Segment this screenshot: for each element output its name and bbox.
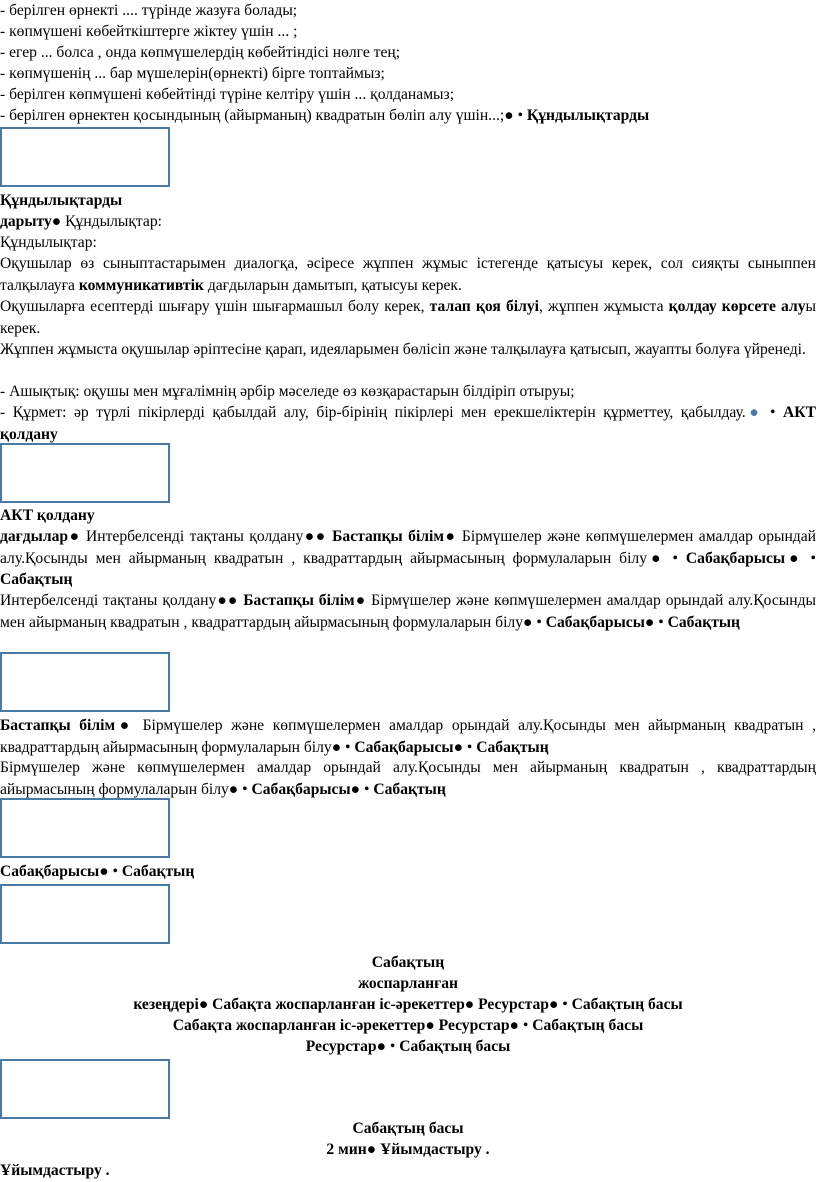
keyword: талап қоя білуі xyxy=(429,298,539,315)
keyword: коммуникативтік xyxy=(78,276,204,294)
bullet-icon: ● xyxy=(198,996,209,1013)
bullet-icon: ● • xyxy=(509,1017,529,1034)
bullet-icon: ● xyxy=(354,592,367,609)
values-paragraph: Жұппен жұмыста оқушылар әріптесіне қарап, идеяларымен бөлісіп және талқылауға қатысып, жауапты болуға үйренеді. xyxy=(0,341,806,358)
bullet-icon: ●● xyxy=(216,592,239,609)
akt-heading: АКТ қолдану xyxy=(0,404,816,443)
values-label: Құндылықтар: xyxy=(0,234,97,251)
list-item: - көпмүшені көбейткіштерге жіктеу үшін ... ; xyxy=(0,23,298,40)
bullet-icon: • xyxy=(770,404,776,421)
image-placeholder xyxy=(0,127,170,187)
bullet-icon: ●● xyxy=(303,528,327,545)
organization-heading: Ұйымдастыру . xyxy=(0,1162,110,1179)
image-placeholder xyxy=(0,884,170,944)
bullet-icon: ● • xyxy=(785,549,816,567)
knowledge-paragraph: Бастапқы білім● Бірмүшелер және көпмүшелермен амалдар орындай алу.Қосынды мен айырманың квадратын , квадраттардың айырмасының формулаларын білу● • Сабақбарысы● • Сабақтың xyxy=(0,717,816,756)
values-paragraph: Оқушыларға есептерді шығару үшін шығармашыл болу керек, талап қоя білуі, жұппен жұмыста қолдау көрсете алуы керек. xyxy=(0,298,816,337)
bullet-icon: ● • xyxy=(376,1038,396,1055)
akt-paragraph: Интербелсенді тақтаны қолдану●● Бастапқы білім● Бірмүшелер және көпмүшелермен амалдар орындай алу.Қосынды мен айырманың квадратын , квадраттардың айырмасының формулаларын білу● • Сабақбарысы● • Сабақтың xyxy=(0,592,816,631)
bullet-icon: ● • xyxy=(504,107,523,124)
bullet-icon: ● xyxy=(115,717,134,734)
list-item-text: - берілген өрнектен қосындының (айырманың) квадратын бөліп алу үшін...; xyxy=(0,107,505,124)
image-placeholder xyxy=(0,652,170,712)
values-develop: дарыту xyxy=(0,213,52,230)
image-placeholder xyxy=(0,798,170,858)
bullet-icon: ● • xyxy=(644,613,664,631)
list-item: - берілген өрнекті .... түрінде жазуға болады; xyxy=(0,2,298,19)
bullet-icon: ● • xyxy=(228,780,248,798)
values-paragraph: - Ашықтық: оқушы мен мұғалімнің әрбір мәселеде өз көзқарастарын білдіріп отыруы; xyxy=(0,383,575,400)
bullet-icon: ● xyxy=(366,1141,377,1158)
progress-heading: Сабақбарысы● • Сабақтың xyxy=(0,863,195,880)
image-placeholder xyxy=(0,1059,170,1119)
bullet-icon: ● xyxy=(464,996,475,1013)
bullet-icon: ● • xyxy=(453,738,473,756)
values-paragraph: Оқушылар өз сыныптастарымен диалогқа, әсіресе жұппен жұмыс істегенде қатысуы керек, сол сияқты сыныппен талқылауға коммуникативтік дағдыларын дамытып, қатысуы керек. xyxy=(0,255,816,294)
bullet-icon: ● • xyxy=(99,863,118,880)
lesson-duration: 2 мин● Ұйымдастыру . xyxy=(326,1141,490,1158)
values-heading: Құндылықтарды xyxy=(0,192,123,209)
values-paragraph: - Құрмет: әр түрлі пікірлерді қабылдай алу, бір-бірінің пікірлері мен ерекшеліктерін құрметтеу, қабылдау.● • АКТ қолдану xyxy=(0,404,816,443)
bullet-icon: ● xyxy=(51,213,62,230)
list-item: - берілген көпмүшені көбейтінді түріне келтіру үшін ... қолданамыз; xyxy=(0,86,455,103)
list-item xyxy=(0,105,816,127)
lesson-start: Сабақтың басы xyxy=(352,1120,464,1137)
list-item: - көпмүшенің ... бар мүшелерін(өрнекті) бірге топтаймыз; xyxy=(0,65,385,82)
bullet-icon: ● • xyxy=(548,996,568,1013)
bullet-icon: ● xyxy=(443,528,457,545)
lesson-stages: Ресурстар● • Сабақтың басы xyxy=(305,1038,511,1055)
lesson-stages: Сабақта жоспарланған іс-әрекеттер● Ресурстар● • Сабақтың басы xyxy=(172,1017,644,1034)
values-heading-line xyxy=(0,211,816,233)
lesson-title: жоспарланған xyxy=(357,975,459,992)
bullet-icon: ● xyxy=(68,528,81,545)
knowledge-paragraph: Бірмүшелер және көпмүшелермен амалдар орындай алу.Қосынды мен айырманың квадратын , квадраттардың айырмасының формулаларын білу● • Сабақбарысы● • Сабақтың xyxy=(0,759,816,798)
keyword: қолдау көрсете алу xyxy=(668,298,806,315)
akt-heading: АКТ қолдану xyxy=(0,507,95,524)
values-label: Құндылықтар: xyxy=(65,213,162,230)
bullet-icon: ● • xyxy=(331,738,351,756)
bullet-icon: ● xyxy=(745,404,763,421)
values-heading: Құндылықтарды xyxy=(526,107,650,124)
akt-paragraph: дағдылар● Интербелсенді тақтаны қолдану●● Бастапқы білім● Бірмүшелер және көпмүшелермен амалдар орындай алу.Қосынды мен айырманың квадратын , квадраттардың айырмасының формулаларын білу● • Сабақбарысы● • Сабақтың xyxy=(0,528,816,589)
lesson-title: Сабақтың xyxy=(371,954,445,971)
list-item: - егер ... болса , онда көпмүшелердің көбейтіндісі нөлге тең; xyxy=(0,44,401,61)
lesson-stages: кезеңдері● Сабақта жоспарланған іс-әрекеттер● Ресурстар● • Сабақтың басы xyxy=(133,996,683,1013)
image-placeholder xyxy=(0,443,170,503)
bullet-icon: ● • xyxy=(523,613,542,631)
bullet-icon: ● • xyxy=(647,549,678,567)
bullet-icon: ● xyxy=(425,1017,435,1034)
bullet-icon: ● • xyxy=(350,780,370,798)
